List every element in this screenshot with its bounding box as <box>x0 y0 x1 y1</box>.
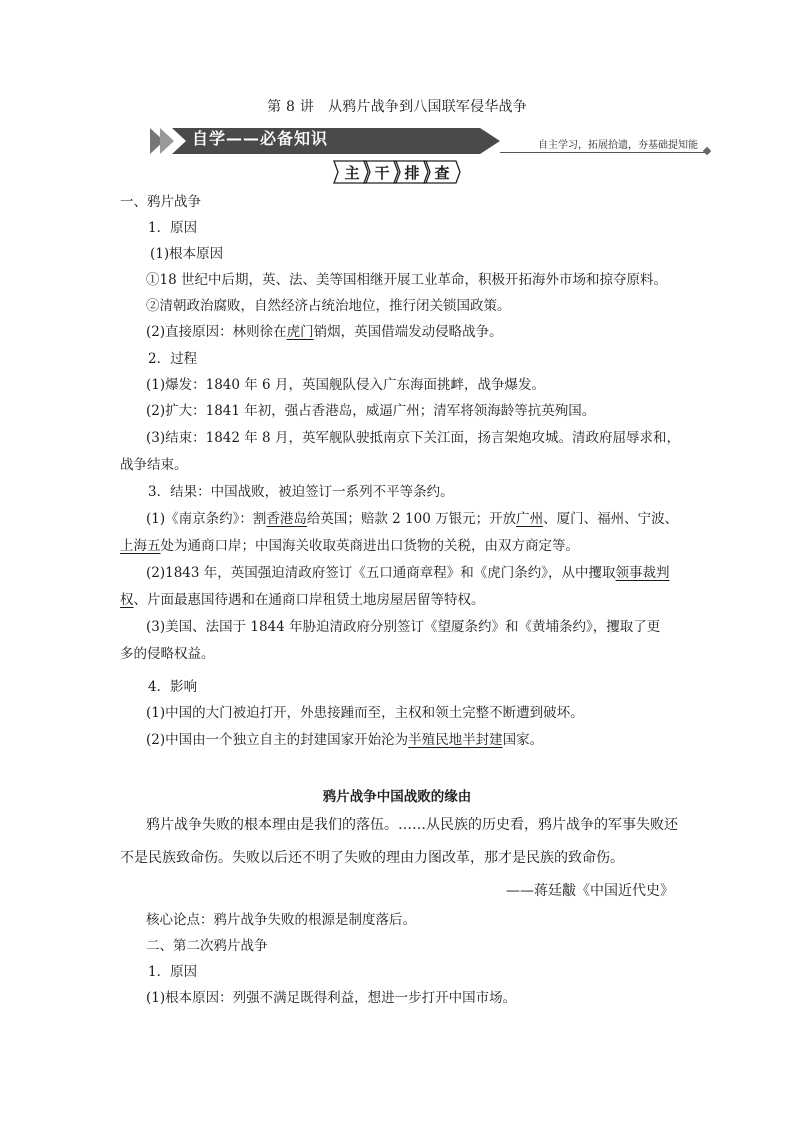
core-point: 核心论点：鸦片战争失败的根源是制度落后。 <box>146 912 416 928</box>
paragraph: (1)《南京条约》：割香港岛给英国；赔款 2 100 万银元；开放广州、厦门、福州、宁波、 <box>146 511 679 527</box>
subsection-heading: 1．原因 <box>148 220 198 236</box>
paragraph: (1)根本原因 <box>150 246 224 262</box>
underlined-term: 广州 <box>516 511 544 527</box>
section-heading: 一、鸦片战争 <box>120 194 201 210</box>
tab-label: 查 <box>434 163 450 182</box>
tab-label: 排 <box>404 163 420 182</box>
diamond-icon <box>703 147 711 155</box>
paragraph: (2)直接原因：林则徐在虎门销烟，英国借端发动侵略战争。 <box>146 324 503 340</box>
banner-subtitle: 自主学习，拓展拾遗，夯基础提知能 <box>538 140 698 151</box>
tab-label: 主 <box>344 163 360 182</box>
paragraph: 多的侵略权益。 <box>120 646 215 662</box>
subsection-heading: 2．过程 <box>148 351 198 367</box>
paragraph: (1)中国的大门被迫打开，外患接踵而至，主权和领土完整不断遭到破坏。 <box>146 705 584 721</box>
paragraph: 上海五处为通商口岸；中国海关收取英商进出口货物的关税，由双方商定等。 <box>120 538 579 554</box>
underlined-term: 上海五 <box>120 538 161 554</box>
quote-text: 不是民族致命伤。失败以后还不明了失败的理由力图改革，那才是民族的致命伤。 <box>120 850 624 866</box>
quote-source: ——蒋廷黻《中国近代史》 <box>506 883 674 899</box>
quote-text: 鸦片战争失败的根本理由是我们的落伍。……从民族的历史看，鸦片战争的军事失败还 <box>146 817 678 833</box>
section-heading: 二、第二次鸦片战争 <box>146 938 268 954</box>
paragraph: (3)美国、法国于 1844 年胁迫清政府分别签订《望厦条约》和《黄埔条约》，攫取了更 <box>146 619 661 635</box>
underlined-term: 香港岛 <box>266 511 307 527</box>
paragraph: (3)结束：1842 年 8 月，英军舰队驶抵南京下关江面，扬言架炮攻城。清政府屈辱求和， <box>146 430 680 446</box>
underlined-term: 领事裁判 <box>615 565 670 581</box>
tab-bar <box>0 160 794 184</box>
paragraph: (1)根本原因：列强不满足既得利益，想进一步打开中国市场。 <box>146 990 517 1006</box>
section-banner <box>150 124 710 158</box>
paragraph: 权、片面最惠国待遇和在通商口岸租赁土地房屋居留等特权。 <box>120 592 485 608</box>
underlined-term: 虎门 <box>286 324 314 340</box>
paragraph: 战争结束。 <box>120 457 188 473</box>
paragraph: (1)爆发：1840 年 6 月，英国舰队侵入广东海面挑衅，战争爆发。 <box>146 377 545 393</box>
page-title: 第 8 讲 从鸦片战争到八国联军侵华战争 <box>267 99 527 115</box>
tab-label: 干 <box>374 163 390 182</box>
tab-item <box>428 160 456 184</box>
banner-label: 自学——必备知识 <box>192 129 329 148</box>
underlined-term: 权 <box>120 592 134 608</box>
underlined-term: 半殖民地半封建 <box>408 732 503 748</box>
subsection-heading: 3．结果：中国战败，被迫签订一系列不平等条约。 <box>148 484 454 500</box>
paragraph: ②清朝政治腐败，自然经济占统治地位，推行闭关锁国政策。 <box>146 298 511 314</box>
paragraph: (2)中国由一个独立自主的封建国家开始沦为半殖民地半封建国家。 <box>146 732 544 748</box>
paragraph: ①18 世纪中后期，英、法、美等国相继开展工业革命，积极开拓海外市场和掠夺原料。 <box>146 272 667 288</box>
subsection-heading: 1．原因 <box>148 964 198 980</box>
box-title: 鸦片战争中国战败的缘由 <box>322 789 472 805</box>
banner-divider <box>500 152 710 153</box>
paragraph: (2)扩大：1841 年初，强占香港岛，威逼广州；清军将领海龄等抗英殉国。 <box>146 403 596 419</box>
subsection-heading: 4．影响 <box>148 679 198 695</box>
paragraph: (2)1843 年，英国强迫清政府签订《五口通商章程》和《虎门条约》，从中攫取领事裁判 <box>146 565 670 581</box>
